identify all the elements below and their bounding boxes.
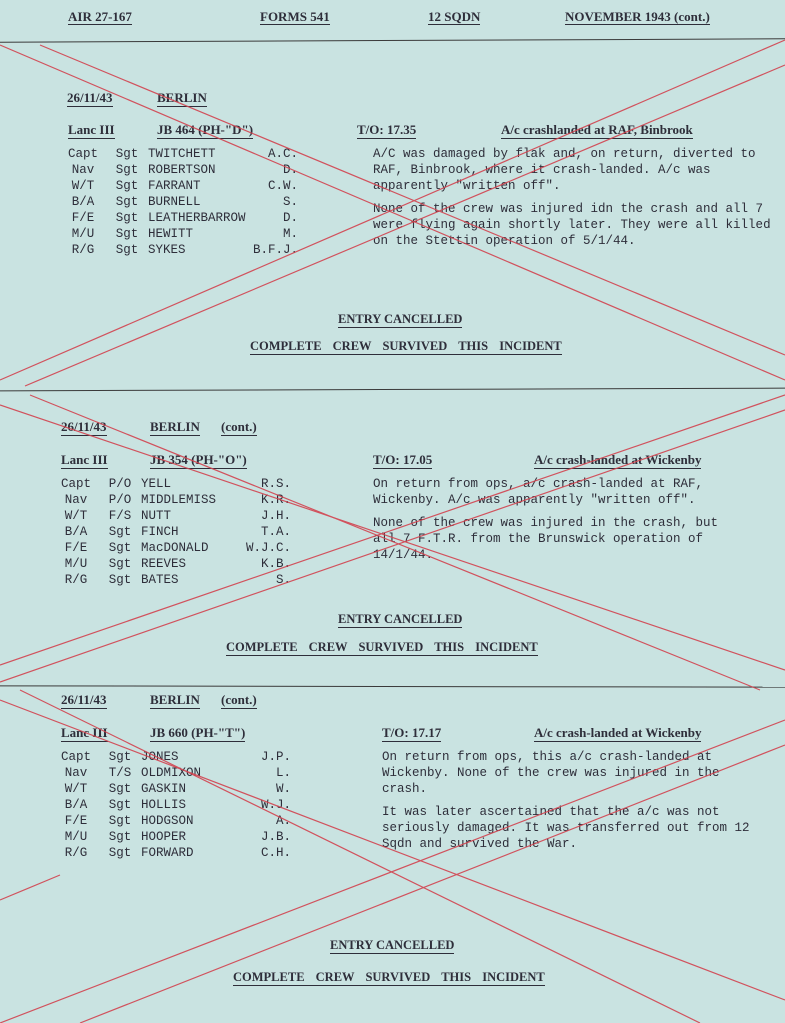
crew-role: F/E	[64, 541, 88, 555]
crew-rank: Sgt	[115, 227, 139, 241]
record-ref: AIR 27-167	[68, 9, 132, 24]
crew-rank: Sgt	[115, 243, 139, 257]
crew-initials: A.C.	[267, 147, 298, 161]
crew-role: M/U	[64, 557, 88, 571]
incident-paragraph: A/C was damaged by flak and, on return, diverted to RAF, Binbrook, where it crash-landed. A/c was apparently "written off".	[373, 147, 756, 193]
crew-surname: SYKES	[148, 243, 186, 257]
incident-text	[373, 476, 743, 570]
crew-initials: W.J.	[260, 798, 291, 812]
entry-date: 26/11/43	[61, 419, 107, 434]
crew-table	[53, 749, 291, 861]
crew-initials: B.F.J.	[252, 243, 298, 257]
crew-initials: R.S.	[260, 477, 291, 491]
aircraft-type: Lanc III	[68, 122, 115, 137]
crew-rank: P/O	[108, 477, 132, 491]
crew-row	[60, 226, 298, 242]
crew-rank: Sgt	[115, 179, 139, 193]
entry-date: 26/11/43	[61, 692, 107, 707]
crew-surname: OLDMIXON	[141, 766, 202, 780]
crew-row	[53, 556, 291, 572]
crew-initials: W.J.C.	[245, 541, 291, 555]
section-rule	[0, 388, 785, 392]
entry-cancelled-label: ENTRY CANCELLED	[338, 312, 463, 326]
crew-row	[53, 572, 291, 588]
crew-rank: Sgt	[108, 782, 132, 796]
crew-row	[53, 492, 291, 508]
crew-rank: Sgt	[108, 814, 132, 828]
incident-paragraph: None of the crew was injured idn the crash and all 7 were flying again shortly later. They were all killed on the Stettin operation of 5/1/44.	[373, 202, 771, 248]
crew-rank: Sgt	[108, 750, 132, 764]
crew-role: Nav	[71, 163, 95, 177]
crew-surname: ROBERTSON	[148, 163, 216, 177]
crew-rank: Sgt	[115, 163, 139, 177]
incident-paragraph: None of the crew was injured in the crash, but all 7 F.T.R. from the Brunswick operation of 14/1/44.	[373, 516, 719, 562]
crew-rank: Sgt	[108, 541, 132, 555]
crew-role: F/E	[64, 814, 88, 828]
crew-survived-label: COMPLETE CREW SURVIVED THIS INCIDENT	[250, 339, 562, 353]
crew-row	[60, 210, 298, 226]
entry-continued: (cont.)	[221, 419, 257, 434]
crew-surname: BATES	[141, 573, 179, 587]
crew-role: Nav	[64, 493, 88, 507]
crew-surname: FINCH	[141, 525, 179, 539]
crew-role: M/U	[64, 830, 88, 844]
incident-paragraph: It was later ascertained that the a/c was not seriously damaged. It was transferred out from 12 Sqdn and survived the War.	[382, 805, 750, 851]
crew-initials: A.	[275, 814, 291, 828]
crew-initials: T.A.	[260, 525, 291, 539]
takeoff-time: T/O: 17.17	[382, 725, 442, 740]
result-heading: A/c crash-landed at Wickenby	[534, 725, 702, 740]
crew-role: F/E	[71, 211, 95, 225]
entry-cancelled-label: ENTRY CANCELLED	[330, 938, 455, 952]
crew-row	[53, 813, 291, 829]
incident-text	[382, 749, 752, 859]
entry-target: BERLIN	[150, 692, 200, 707]
takeoff-time: T/O: 17.35	[357, 122, 417, 137]
takeoff-time: T/O: 17.05	[373, 452, 433, 467]
crew-role: M/U	[71, 227, 95, 241]
crew-rank: Sgt	[108, 798, 132, 812]
crew-rank: Sgt	[108, 830, 132, 844]
crew-surname: HEWITT	[148, 227, 194, 241]
crew-row	[53, 845, 291, 861]
crew-surname: FARRANT	[148, 179, 201, 193]
crew-initials: C.W.	[267, 179, 298, 193]
crew-surname: LEATHERBARROW	[148, 211, 246, 225]
crew-initials: C.H.	[260, 846, 291, 860]
crew-row	[60, 162, 298, 178]
entry-target: BERLIN	[157, 90, 207, 105]
cancel-stroke	[0, 875, 60, 900]
crew-role: R/G	[64, 846, 88, 860]
crew-table	[53, 476, 291, 588]
crew-role: W/T	[64, 509, 88, 523]
crew-row	[53, 524, 291, 540]
crew-role: R/G	[71, 243, 95, 257]
crew-surname: REEVES	[141, 557, 187, 571]
crew-surname: FORWARD	[141, 846, 194, 860]
crew-initials: S.	[282, 195, 298, 209]
crew-row	[60, 194, 298, 210]
crew-initials: M.	[282, 227, 298, 241]
aircraft-type: Lanc III	[61, 725, 108, 740]
aircraft-serial: JB 464 (PH-"D")	[157, 122, 254, 137]
entry-continued: (cont.)	[221, 692, 257, 707]
crew-initials: D.	[282, 211, 298, 225]
crew-surname: HODGSON	[141, 814, 194, 828]
crew-rank: Sgt	[108, 573, 132, 587]
crew-surname: JONES	[141, 750, 179, 764]
crew-rank: T/S	[108, 766, 132, 780]
aircraft-type: Lanc III	[61, 452, 108, 467]
crew-initials: J.B.	[260, 830, 291, 844]
crew-initials: D.	[282, 163, 298, 177]
crew-row	[53, 749, 291, 765]
crew-rank: Sgt	[108, 557, 132, 571]
result-heading: A/c crash-landed at Wickenby	[534, 452, 702, 467]
crew-role: B/A	[64, 525, 88, 539]
crew-role: Capt	[67, 147, 98, 161]
crew-role: Capt	[60, 750, 91, 764]
crew-initials: K.B.	[260, 557, 291, 571]
crew-role: B/A	[71, 195, 95, 209]
crew-row	[53, 829, 291, 845]
crew-row	[53, 508, 291, 524]
section-rule	[0, 685, 785, 687]
result-heading: A/c crashlanded at RAF, Binbrook	[501, 122, 693, 137]
crew-initials: S.	[275, 573, 291, 587]
crew-rank: Sgt	[115, 147, 139, 161]
crew-row	[60, 178, 298, 194]
section-rule	[0, 38, 785, 42]
crew-row	[60, 146, 298, 162]
crew-row	[53, 765, 291, 781]
crew-role: Nav	[64, 766, 88, 780]
crew-initials: J.H.	[260, 509, 291, 523]
crew-row	[60, 242, 298, 258]
entry-target: BERLIN	[150, 419, 200, 434]
crew-survived-label: COMPLETE CREW SURVIVED THIS INCIDENT	[233, 970, 545, 984]
crew-row	[53, 540, 291, 556]
crew-row	[53, 476, 291, 492]
crew-surname: MIDDLEMISS	[141, 493, 217, 507]
crew-role: W/T	[64, 782, 88, 796]
crew-survived-label: COMPLETE CREW SURVIVED THIS INCIDENT	[226, 640, 538, 654]
crew-surname: YELL	[141, 477, 172, 491]
crew-role: W/T	[71, 179, 95, 193]
crew-rank: P/O	[108, 493, 132, 507]
crew-initials: K.R.	[260, 493, 291, 507]
crew-rank: Sgt	[115, 211, 139, 225]
crew-row	[53, 797, 291, 813]
crew-rank: F/S	[108, 509, 132, 523]
incident-paragraph: On return from ops, this a/c crash-landed at Wickenby. None of the crew was injured in the crash.	[382, 750, 720, 796]
entry-cancelled-label: ENTRY CANCELLED	[338, 612, 463, 626]
aircraft-serial: JB 354 (PH-"O")	[150, 452, 247, 467]
month-heading: NOVEMBER 1943 (cont.)	[565, 9, 710, 24]
crew-table	[60, 146, 298, 258]
crew-surname: TWITCHETT	[148, 147, 216, 161]
crew-rank: Sgt	[115, 195, 139, 209]
crew-surname: MacDONALD	[141, 541, 209, 555]
crew-rank: Sgt	[108, 846, 132, 860]
crew-surname: HOLLIS	[141, 798, 187, 812]
crew-surname: NUTT	[141, 509, 172, 523]
crew-role: B/A	[64, 798, 88, 812]
crew-role: Capt	[60, 477, 91, 491]
aircraft-serial: JB 660 (PH-"T")	[150, 725, 246, 740]
crew-row	[53, 781, 291, 797]
crew-initials: L.	[275, 766, 291, 780]
crew-surname: GASKIN	[141, 782, 187, 796]
crew-initials: J.P.	[260, 750, 291, 764]
incident-paragraph: On return from ops, a/c crash-landed at RAF, Wickenby. A/c was apparently "written off".	[373, 477, 704, 507]
entry-date: 26/11/43	[67, 90, 113, 105]
incident-text	[373, 146, 773, 256]
squadron: 12 SQDN	[428, 9, 481, 24]
crew-role: R/G	[64, 573, 88, 587]
crew-surname: BURNELL	[148, 195, 201, 209]
crew-surname: HOOPER	[141, 830, 187, 844]
forms-number: FORMS 541	[260, 9, 330, 24]
crew-initials: W.	[275, 782, 291, 796]
crew-rank: Sgt	[108, 525, 132, 539]
